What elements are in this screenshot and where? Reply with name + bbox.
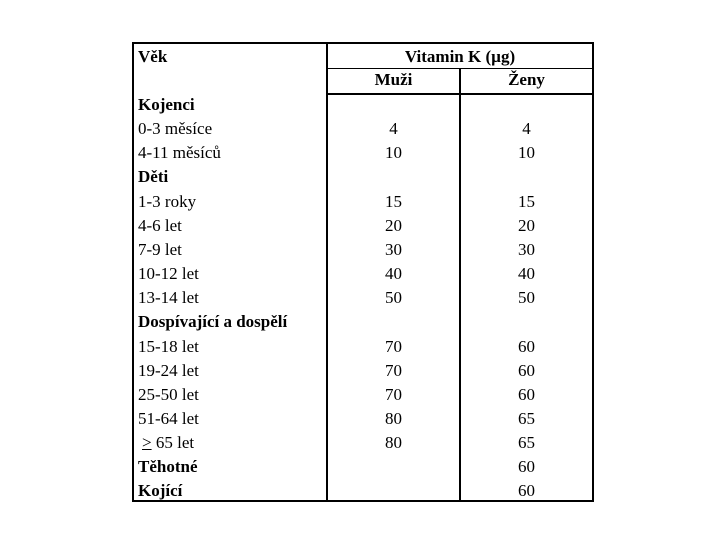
age-label: 25-50 let bbox=[138, 384, 199, 404]
female-value: 60 bbox=[518, 336, 535, 356]
age-label: 4-11 měsíců bbox=[138, 143, 221, 163]
age-label: 0-3 měsíce bbox=[138, 119, 213, 139]
group-label: Dospívající a dospělí bbox=[138, 312, 288, 332]
age-label: 1-3 roky bbox=[138, 191, 197, 211]
female-value: 65 bbox=[518, 433, 535, 453]
female-value: 60 bbox=[518, 481, 535, 501]
male-value: 10 bbox=[385, 143, 402, 163]
group-label: Děti bbox=[138, 167, 169, 187]
male-value: 20 bbox=[385, 215, 402, 235]
group-label: Těhotné bbox=[138, 457, 198, 477]
group-label: Kojící bbox=[138, 481, 183, 501]
age-label: 13-14 let bbox=[138, 288, 199, 308]
female-value: 4 bbox=[522, 119, 531, 139]
male-value: 30 bbox=[385, 239, 402, 259]
male-value: 50 bbox=[385, 288, 402, 308]
female-value: 50 bbox=[518, 288, 535, 308]
age-label: > 65 let bbox=[142, 433, 195, 453]
age-label: 7-9 let bbox=[138, 239, 182, 259]
male-value: 15 bbox=[385, 191, 402, 211]
age-header: Věk bbox=[138, 47, 168, 66]
male-value: 80 bbox=[385, 433, 402, 453]
female-value: 60 bbox=[518, 360, 535, 380]
group-label: Kojenci bbox=[138, 95, 195, 114]
vitamin-k-table bbox=[132, 42, 594, 502]
female-value: 60 bbox=[518, 384, 535, 404]
age-label: 15-18 let bbox=[138, 336, 199, 356]
age-label: 51-64 let bbox=[138, 408, 199, 428]
female-value: 30 bbox=[518, 239, 535, 259]
vitamin-header: Vitamin K (µg) bbox=[404, 47, 516, 66]
female-value: 65 bbox=[518, 408, 535, 428]
male-value: 70 bbox=[385, 336, 402, 356]
age-label: 4-6 let bbox=[138, 215, 182, 235]
female-value: 15 bbox=[518, 191, 535, 211]
male-value: 70 bbox=[385, 384, 402, 404]
male-value: 80 bbox=[385, 408, 402, 428]
female-value: 40 bbox=[518, 264, 535, 284]
female-header: Ženy bbox=[508, 70, 545, 89]
female-value: 20 bbox=[518, 215, 535, 235]
age-label: 10-12 let bbox=[138, 264, 199, 284]
age-label: 19-24 let bbox=[138, 360, 199, 380]
female-value: 60 bbox=[518, 457, 535, 477]
male-value: 70 bbox=[385, 360, 402, 380]
male-header: Muži bbox=[374, 70, 413, 89]
female-value: 10 bbox=[518, 143, 535, 163]
male-value: 4 bbox=[389, 119, 398, 139]
header-divider-bottom bbox=[326, 93, 592, 95]
male-value: 40 bbox=[385, 264, 402, 284]
